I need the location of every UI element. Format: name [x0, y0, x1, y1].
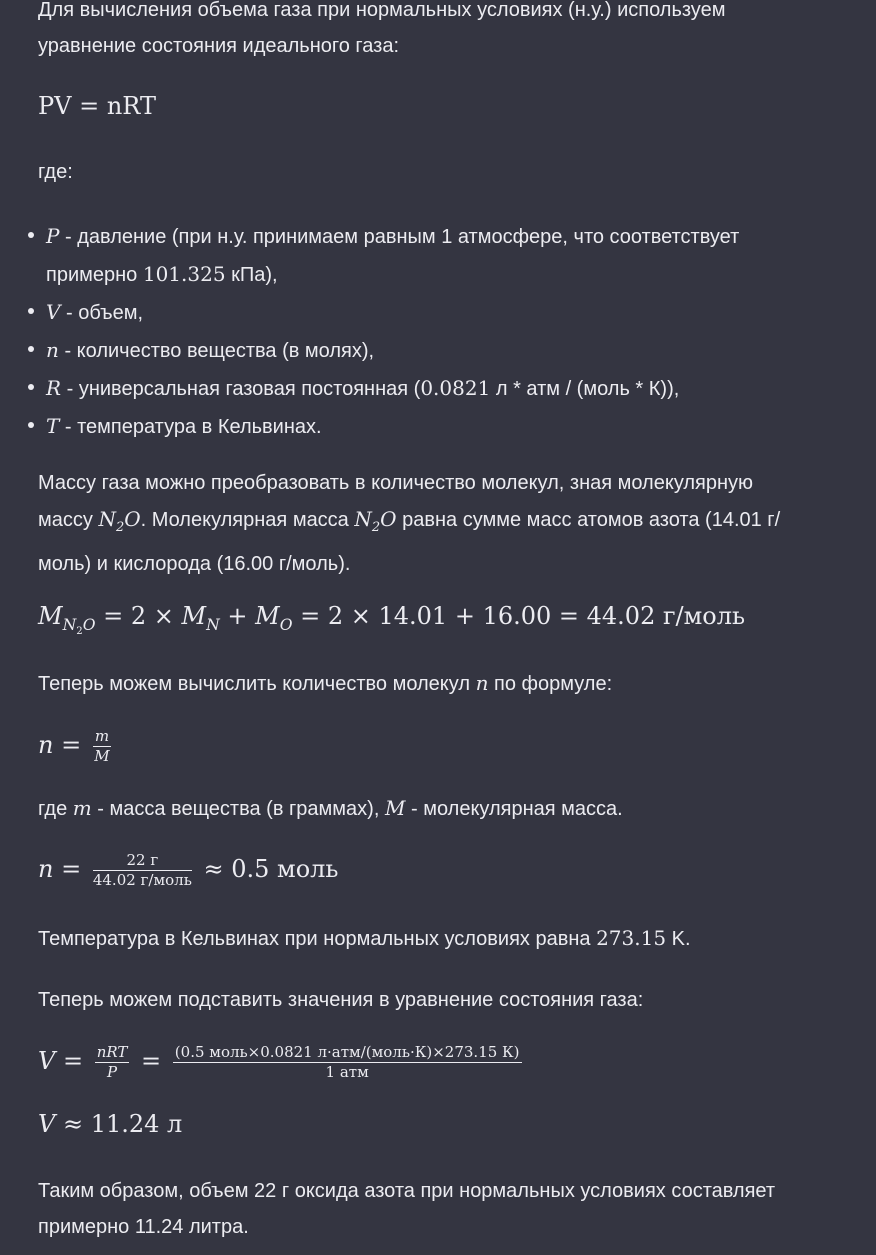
molar-mass-equation: $M_{N_2O} = 2 \times M_N + M_O = 2 \times 14.01 + 16.00 = 44.02$ г/моль — [38, 602, 746, 637]
ideal-gas-equation: PV = nRT — [38, 92, 156, 120]
intro-paragraph: Для вычисления объема газа при нормальных условиях (н.у.) используем уравнение состояния идеального газа: — [38, 0, 726, 57]
bullet-icon — [28, 308, 34, 314]
bullet-icon — [28, 232, 34, 238]
list-item: n - количество вещества (в молях), — [0, 332, 840, 370]
list-item: V - объем, — [0, 294, 840, 332]
bullet-icon — [28, 346, 34, 352]
substitute-text: Теперь можем подставить значения в уравнение состояния газа: — [38, 989, 644, 1011]
conclusion-paragraph: Таким образом, объем 22 г оксида азота при нормальных условиях составляет примерно 11.24 литра. — [38, 1180, 776, 1238]
variable-list — [0, 218, 840, 446]
temperature-text: Температура в Кельвинах при нормальных условиях равна 273.15 K. — [38, 926, 691, 950]
list-item: R - универсальная газовая постоянная (0.0821 л * атм / (моль * К)), — [0, 370, 840, 408]
moles-formula: n = $\frac{m}{M}$ — [38, 727, 110, 765]
molar-mass-paragraph: Массу газа можно преобразовать в количество молекул, зная молекулярную массу $N_2O$. Молекулярная масса $N_2O$ равна сумме масс атомов азота (14.01 г/ моль) и кислорода (16.00 г/моль). — [38, 472, 781, 575]
where-label: где: — [38, 161, 73, 183]
bullet-icon — [28, 384, 34, 390]
volume-result: V ≈ 11.24 л — [38, 1110, 183, 1138]
moles-intro-text: Теперь можем вычислить количество молекул n по формуле: — [38, 671, 613, 695]
list-item: P - давление (при н.у. принимаем равным 1 атмосфере, что соответствует примерно 101.325 кПа), — [0, 218, 840, 294]
list-item: T - температура в Кельвинах. — [0, 408, 840, 446]
bullet-icon — [28, 422, 34, 428]
volume-equation: V = $\frac{\text{nRT}}{P}$ = $\frac{\text{(0.5 моль×0.0821 л·атм/(моль·К)×273.15 К)}}{\text{1 атм}}$ — [38, 1043, 520, 1081]
where-mass-text: где m - масса вещества (в граммах), M - молекулярная масса. — [38, 796, 623, 820]
moles-calculation: n = $\frac{22 г}{\text{44.02 г/моль}}$ ≈ 0.5 моль — [38, 851, 339, 889]
